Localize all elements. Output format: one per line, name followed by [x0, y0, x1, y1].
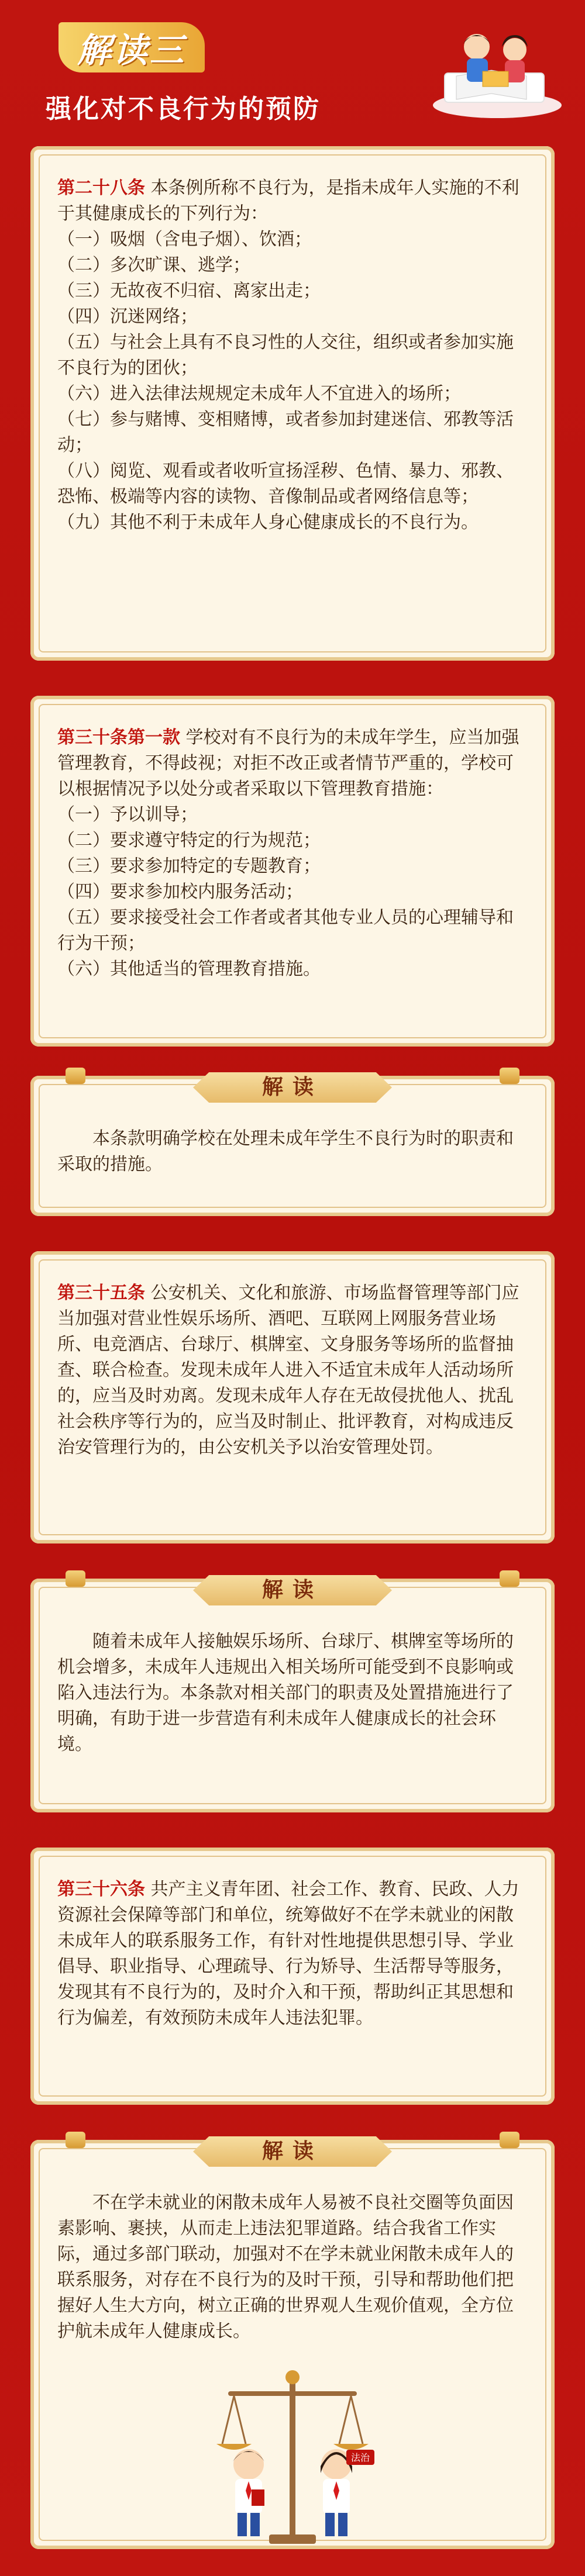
- list-item: （六）其他适当的管理教育措施。: [57, 959, 321, 979]
- list-item: （一）予以训导；: [57, 804, 198, 825]
- law-badge-label: 法治: [350, 2452, 370, 2463]
- section-tag-label: 解读三: [77, 30, 186, 70]
- article-30-body: 第三十条第一款 学校对有不良行为的未成年学生，应当加强管理教育，不得歧视；对拒不改正或者情节严重的，学校可以根据情况予以处分或者采取以下管理教育措施： （一）予以训导； （二）要求遵守特定的行为规范； （三）要求参加特定的专题教育； （四）要求参加校内服务活动； （五）要求接受社会工作者或者其他专业人员的心理辅导和行为干预； （六）其他适当的管理教育措施。: [30, 696, 555, 982]
- article-title: 第三十六条: [57, 1879, 145, 1900]
- list-item: （一）吸烟（含电子烟）、饮酒；: [57, 229, 312, 250]
- list-item: （六）进入法律法规规定未成年人不宜进入的场所；: [57, 384, 461, 404]
- list-item: （五）与社会上具有不良习性的人交往，组织或者参加实施不良行为的团伙；: [57, 332, 514, 378]
- list-item: （四）要求参加校内服务活动；: [57, 882, 303, 902]
- interpretation-label: 解读: [261, 1075, 323, 1099]
- article-title: 第三十条第一款: [57, 727, 180, 748]
- list-item: （二）多次旷课、逃学；: [57, 255, 250, 275]
- list-item: （七）参与赌博、变相赌博，或者参加封建迷信、邪教等活动；: [57, 409, 514, 455]
- article-title: 第三十五条: [57, 1283, 145, 1303]
- article-card-36: [30, 1848, 555, 2105]
- interpretation-card-35: [30, 1579, 555, 1812]
- interpretation-card-30: [30, 1076, 555, 1216]
- interpretation-label: 解读: [261, 1578, 323, 1602]
- list-item: （三）无故夜不归宿、离家出走；: [57, 281, 321, 301]
- list-item: （四）沉迷网络；: [57, 306, 198, 327]
- article-card-30: [30, 696, 555, 1047]
- list-item: （五）要求接受社会工作者或者其他专业人员的心理辅导和行为干预；: [57, 907, 514, 954]
- interpretation-text: 本条款明确学校在处理未成年学生不良行为时的职责和采取的措施。: [57, 1128, 514, 1175]
- interpretation-text: 随着未成年人接触娱乐场所、台球厅、棋牌室等场所的机会增多，未成年人违规出入相关场所可能受到不良影响或陷入违法行为。本条款对相关部门的职责及处置措施进行了明确，有助于进一步营造有利未成年人健康成长的社会环境。: [57, 1631, 514, 1755]
- article-35-body: 第三十五条 公安机关、文化和旅游、市场监督管理等部门应当加强对营业性娱乐场所、酒吧、互联网上网服务营业场所、电竞酒店、台球厅、棋牌室、文身服务等场所的监督抽查、联合检查。发现未成年人进入不适宜未成年人活动场所的，应当及时劝离。发现未成年人存在无故侵扰他人、扰乱社会秩序等行为的，应当及时制止、批评教育，对构成违反治安管理行为的，由公安机关予以治安管理处罚。: [57, 1283, 519, 1458]
- list-item: （二）要求遵守特定的行为规范；: [57, 830, 321, 851]
- list-item: （九）其他不利于未成年人身心健康成长的不良行为。: [57, 512, 479, 533]
- list-item: （三）要求参加特定的专题教育；: [57, 856, 321, 876]
- article-card-28: [30, 146, 555, 661]
- article-28-body: 第二十八条 本条例所称不良行为，是指未成年人实施的不利于其健康成长的下列行为： （一）吸烟（含电子烟）、饮酒； （二）多次旷课、逃学； （三）无故夜不归宿、离家出走； （四）沉迷网络； （五）与社会上具有不良习性的人交往，组织或者参加实施不良行为的团伙； （六）进入法律法规规定未成年人不宜进入的场所； （七）参与赌博、变相赌博，或者参加封建迷信、邪教等活动； （八）阅览、观看或者收听宣扬淫秽、色情、暴力、邪教、恐怖、极端等内容的读物、音像制品或者网络信息等； （九）其他不利于未成年人身心健康成长的不良行为。: [30, 146, 555, 536]
- header: [0, 0, 585, 140]
- article-card-35: [30, 1251, 555, 1543]
- interpretation-text: 不在学未就业的闲散未成年人易被不良社交圈等负面因素影响、裹挟，从而走上违法犯罪道路。结合我省工作实际，通过多部门联动，加强对不在学未就业闲散未成年人的联系服务，对存在不良行为的及时干预，引导和帮助他们把握好人生大方向，树立正确的世界观人生观价值观，全方位护航未成年人健康成长。: [57, 2192, 514, 2342]
- article-title: 第二十八条: [57, 178, 145, 198]
- section-tag: [58, 22, 205, 72]
- article-36-body: 第三十六条 共产主义青年团、社会工作、教育、民政、人力资源社会保障等部门和单位，统筹做好不在学未就业的闲散未成年人的联系服务工作，有针对性地提供思想引导、学业倡导、职业指导、心理疏导、行为矫导、生活帮导等服务，发现其有不良行为的，及时介入和干预，帮助纠正其思想和行为偏差，有效预防未成年人违法犯罪。: [57, 1879, 519, 2028]
- reading-children-icon: [421, 18, 562, 123]
- page-title: 强化对不良行为的预防: [46, 94, 321, 124]
- interpretation-label: 解读: [261, 2139, 323, 2163]
- justice-scale-children-icon: [193, 2356, 392, 2555]
- list-item: （八）阅览、观看或者收听宣扬淫秽、色情、暴力、邪教、恐怖、极端等内容的读物、音像制品或者网络信息等；: [57, 461, 514, 507]
